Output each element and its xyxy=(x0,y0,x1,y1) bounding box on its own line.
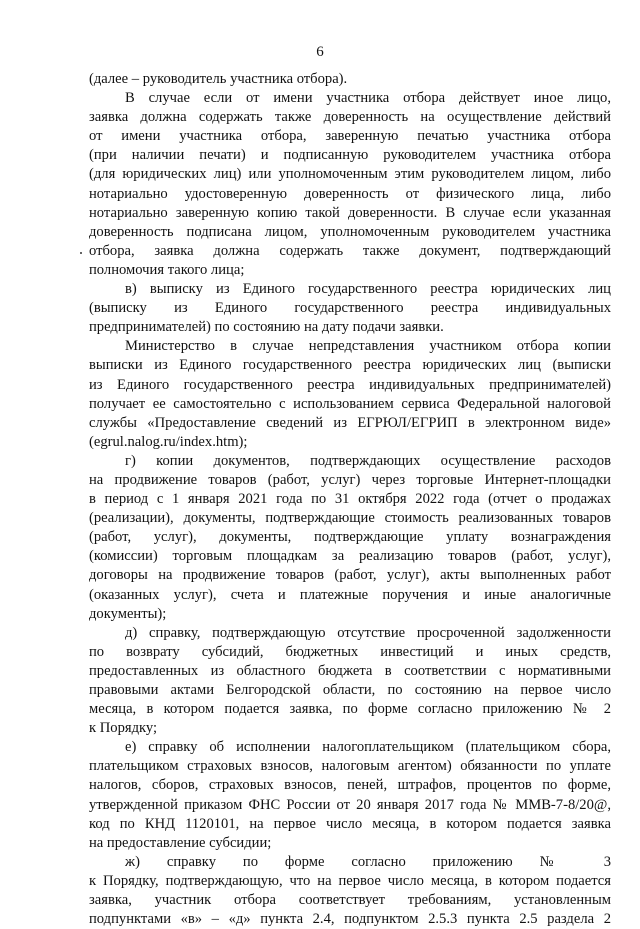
paragraph-line: плательщиком страховых взносов, налоговым агентом) обязанности по уплате xyxy=(89,758,611,775)
scan-mark xyxy=(80,252,82,254)
paragraph-line: заявка, участник отбора соответствует требованиям, установленным xyxy=(89,892,611,909)
paragraph-line: договоры на продвижение товаров (работ, услуг), акты выполненных работ xyxy=(89,567,611,584)
paragraph-line: г) копии документов, подтверждающих осуществление расходов xyxy=(125,452,611,469)
paragraph-line: по возврату субсидий, бюджетных инвестиций и иных средств, xyxy=(89,643,611,660)
paragraph-line: В случае если от имени участника отбора действует иное лицо, xyxy=(125,90,611,107)
document-body xyxy=(89,70,611,929)
paragraph-line: на предоставление субсидии; xyxy=(89,834,272,851)
paragraph-line: от имени участника отбора, заверенную печатью участника отбора xyxy=(89,128,611,145)
paragraph-line: из Единого государственного реестра индивидуальных предпринимателей) xyxy=(89,376,611,393)
paragraph-line: заявка должна содержать также доверенность на осуществление действий xyxy=(89,109,611,126)
paragraph-line: нотариально заверенную копию такой доверенности. В случае если указанная xyxy=(89,204,611,221)
paragraph-line: Министерство в случае непредставления участником отбора копии xyxy=(125,338,611,355)
paragraph-line: е) справку об исполнении налогоплательщиком (плательщиком сбора, xyxy=(125,739,611,756)
paragraph-line: полномочия такого лица; xyxy=(89,261,245,278)
paragraph-line: правовыми актами Белгородской области, по состоянию на первое число xyxy=(89,682,611,698)
paragraph-line: получает ее самостоятельно с использованием сервиса Федеральной налоговой xyxy=(89,395,611,412)
paragraph-line: доверенность подписана лицом, уполномоченным руководителем участника xyxy=(89,223,611,240)
paragraph-line: (для юридических лиц) или уполномоченным этим руководителем лицом, либо xyxy=(89,166,611,183)
paragraph-line: подпунктами «в» – «д» пункта 2.4, подпунктом 2.5.3 пункта 2.5 раздела 2 xyxy=(89,911,611,928)
paragraph-line: отбора, заявка должна содержать также документ, подтверждающий xyxy=(89,242,611,259)
paragraph-line: утвержденной приказом ФНС России от 20 января 2017 года № ММВ-7-8/20@, xyxy=(89,796,611,813)
paragraph-line: к Порядку, подтверждающую, что на первое число месяца, в котором подается xyxy=(89,872,611,889)
paragraph-line: месяца, в котором подается заявка, по форме согласно приложению № 2 xyxy=(89,701,611,718)
paragraph-line: нотариально удостоверенную доверенность от физического лица, либо xyxy=(89,185,611,202)
paragraph-line: службы «Предоставление сведений из ЕГРЮЛ/ЕГРИП в электронном виде» xyxy=(89,414,611,431)
paragraph-line: предоставленных из областного бюджета в соответствии с нормативными xyxy=(89,662,611,679)
paragraph-line: на продвижение товаров (работ, услуг) через торговые Интернет-площадки xyxy=(89,471,611,488)
paragraph-line: ж) справку по форме согласно приложению № 3 xyxy=(125,853,611,870)
paragraph-line: документы); xyxy=(89,605,167,622)
paragraph: (далее – руководитель участника отбора). xyxy=(89,71,348,87)
paragraph-line: (выписку из Единого государственного реестра индивидуальных xyxy=(89,300,611,317)
paragraph-line: к Порядку; xyxy=(89,720,158,737)
paragraph-line: в) выписку из Единого государственного реестра юридических лиц xyxy=(125,281,611,298)
paragraph-line: (реализации), документы, подтверждающие стоимость реализованных товаров xyxy=(89,510,611,527)
paragraph-line: (при наличии печати) и подписанную руководителем участника отбора xyxy=(89,147,611,164)
paragraph-line: (комиссии) торговым площадкам за реализацию товаров (работ, услуг), xyxy=(89,548,611,565)
paragraph-line: (оказанных услуг), счета и платежные поручения и иные аналогичные xyxy=(89,586,611,603)
paragraph-line: код по КНД 1120101, на первое число месяца, в котором подается заявка xyxy=(89,815,611,832)
paragraph-line: д) справку, подтверждающую отсутствие просроченной задолженности xyxy=(125,624,611,641)
paragraph-line: выписки из Единого государственного реестра юридических лиц (выписки xyxy=(89,357,611,374)
paragraph-line: в период с 1 января 2021 года по 31 октября 2022 года (отчет о продажах xyxy=(89,491,611,508)
paragraph-line: (работ, услуг), документы, подтверждающие уплату вознаграждения xyxy=(89,529,611,546)
paragraph-line: (egrul.nalog.ru/index.htm); xyxy=(89,433,248,450)
paragraph-line: налогов, сборов, страховых взносов, пеней, штрафов, процентов по форме, xyxy=(89,777,611,794)
paragraph-line: предпринимателей) по состоянию на дату подачи заявки. xyxy=(89,319,444,336)
page-number: 6 xyxy=(316,44,324,60)
